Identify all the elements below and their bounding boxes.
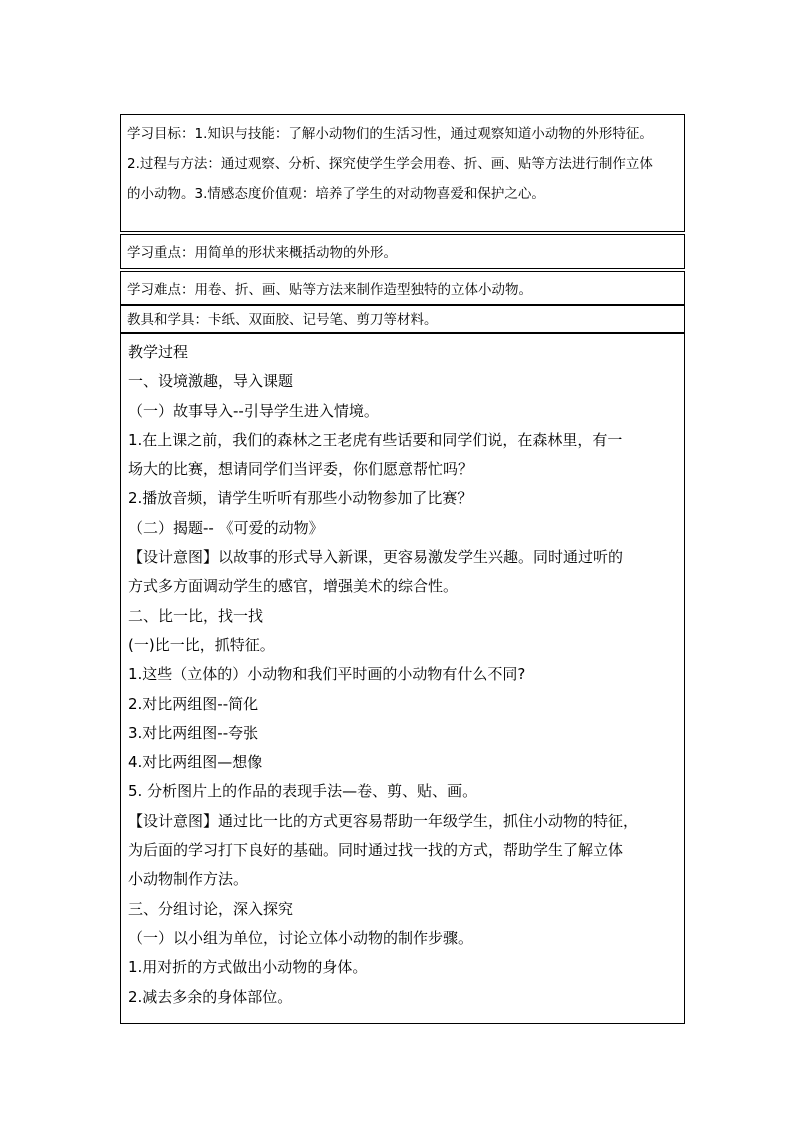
section-2-title: 二、比一比，找一找 [128, 606, 264, 625]
process-line: 4.对比两组图—想像 [128, 753, 263, 772]
process-line: 1.在上课之前，我们的森林之王老虎有些话要和同学们说，在森林里，有一 [128, 430, 623, 449]
process-line: （二）揭题-- 《可爱的动物》 [128, 518, 324, 537]
materials-box [120, 305, 685, 333]
key-point-box [120, 234, 685, 269]
process-line: 5. 分析图片上的作品的表现手法—卷、剪、贴、画。 [128, 782, 478, 801]
process-line: 1.用对折的方式做出小动物的身体。 [128, 958, 368, 977]
process-line: 方式多方面调动学生的感官，增强美术的综合性。 [128, 577, 459, 596]
design-intent-2: 【设计意图】通过比一比的方式更容易帮助一年级学生，抓住小动物的特征， [128, 811, 639, 830]
objectives-line-2: 2.过程与方法：通过观察、分析、探究使学生学会用卷、折、画、贴等方法进行制作立体 [127, 156, 653, 172]
process-line: （一）以小组为单位，讨论立体小动物的制作步骤。 [128, 928, 474, 947]
objectives-line-3: 的小动物。3.情感态度价值观：培养了学生的对动物喜爱和保护之心。 [127, 186, 545, 202]
key-point-text: 学习重点：用简单的形状来概括动物的外形。 [127, 245, 397, 261]
materials-text: 教具和学具：卡纸、双面胶、记号笔、剪刀等材料。 [127, 312, 438, 328]
process-line: （一）故事导入--引导学生进入情境。 [128, 401, 379, 420]
section-3-title: 三、分组讨论，深入探究 [128, 899, 294, 918]
process-line: 3.对比两组图--夸张 [128, 723, 259, 742]
process-line: 为后面的学习打下良好的基础。同时通过找一找的方式，帮助学生了解立体 [128, 841, 624, 860]
section-1-title: 一、设境激趣，导入课题 [128, 372, 294, 391]
difficulty-box [120, 271, 685, 305]
process-line: 场大的比赛，想请同学们当评委，你们愿意帮忙吗？ [128, 460, 474, 479]
objectives-line-1: 学习目标：1.知识与技能：了解小动物们的生活习性，通过观察知道小动物的外形特征。 [127, 126, 653, 142]
process-line: 2.播放音频，请学生听听有那些小动物参加了比赛？ [128, 489, 473, 508]
process-line: 2.对比两组图--简化 [128, 694, 259, 713]
process-line: (一)比一比，抓特征。 [128, 635, 275, 654]
difficulty-text: 学习难点：用卷、折、画、贴等方法来制作造型独特的立体小动物。 [127, 282, 532, 298]
process-line: 2.减去多余的身体部位。 [128, 987, 293, 1006]
process-heading: 教学过程 [128, 343, 189, 361]
teaching-process-box [120, 333, 685, 1024]
design-intent-1: 【设计意图】以故事的形式导入新课，更容易激发学生兴趣。同时通过听的 [128, 548, 624, 567]
process-line: 1.这些（立体的）小动物和我们平时画的小动物有什么不同? [128, 665, 526, 684]
process-line: 小动物制作方法。 [128, 870, 249, 889]
objectives-box [120, 114, 685, 232]
